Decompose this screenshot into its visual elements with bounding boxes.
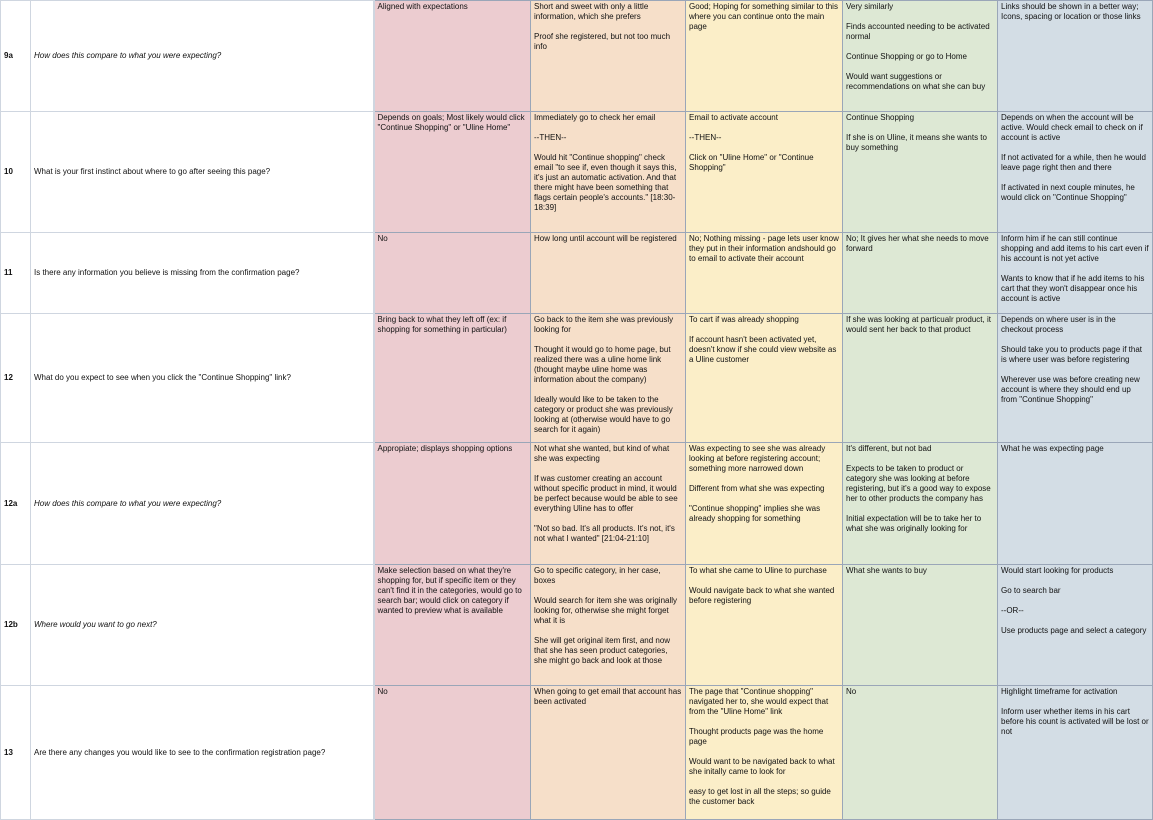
table-row <box>1 565 1153 686</box>
response-cell-participant-4[interactable]: If she was looking at particualr product, it would sent her back to that product <box>843 314 998 443</box>
question-cell[interactable]: What do you expect to see when you click the "Continue Shopping" link? <box>31 314 374 443</box>
response-cell-participant-1[interactable]: Appropiate; displays shopping options <box>374 443 531 565</box>
response-cell-participant-5[interactable]: Highlight timeframe for activation Inform user whether items in his cart before his count is activated will be lost or not <box>998 686 1153 820</box>
response-cell-participant-5[interactable]: Links should be shown in a better way; Icons, spacing or location or those links <box>998 1 1153 112</box>
question-cell[interactable]: What is your first instinct about where to go after seeing this page? <box>31 112 374 233</box>
response-cell-participant-5[interactable]: What he was expecting page <box>998 443 1153 565</box>
response-cell-participant-3[interactable]: No; Nothing missing - page lets user know they put in their information andshould go to email to activate their account <box>686 233 843 314</box>
table-row <box>1 686 1153 820</box>
row-number-cell[interactable]: 9a <box>1 1 31 112</box>
response-cell-participant-4[interactable]: No <box>843 686 998 820</box>
response-cell-participant-2[interactable]: Immediately go to check her email --THEN-- Would hit "Continue shopping" check email "to see if, even though it says this, it's just an automatic activation. And that there might have been something that flags certain people's accounts." [18:30-18:39] <box>531 112 686 233</box>
table-row <box>1 233 1153 314</box>
response-cell-participant-2[interactable]: How long until account will be registered <box>531 233 686 314</box>
response-cell-participant-5[interactable]: Depends on where user is in the checkout process Should take you to products page if that is where user was before registering Wherever use was before creating new account is where they should end up from "Continue Shopping" <box>998 314 1153 443</box>
question-cell[interactable]: How does this compare to what you were expecting? <box>31 1 374 112</box>
row-number-cell[interactable]: 13 <box>1 686 31 820</box>
table-row <box>1 443 1153 565</box>
response-cell-participant-2[interactable]: When going to get email that account has been activated <box>531 686 686 820</box>
row-number-cell[interactable]: 12b <box>1 565 31 686</box>
row-number-cell[interactable]: 12 <box>1 314 31 443</box>
response-cell-participant-3[interactable]: To cart if was already shopping If account hasn't been activated yet, doesn't know if she could view website as a Uline customer <box>686 314 843 443</box>
response-cell-participant-4[interactable]: What she wants to buy <box>843 565 998 686</box>
response-cell-participant-2[interactable]: Short and sweet with only a little information, which she prefers Proof she registered, but not too much info <box>531 1 686 112</box>
table-row <box>1 1 1153 112</box>
table-row <box>1 112 1153 233</box>
response-cell-participant-1[interactable]: Bring back to what they left off (ex: if shopping for something in particular) <box>374 314 531 443</box>
question-cell[interactable]: Is there any information you believe is missing from the confirmation page? <box>31 233 374 314</box>
response-cell-participant-3[interactable]: Was expecting to see she was already looking at before registering account; something more narrowed down Different from what she was expecting "Continue shopping" implies she was already shopping for something <box>686 443 843 565</box>
question-cell[interactable]: Are there any changes you would like to see to the confirmation registration page? <box>31 686 374 820</box>
table-row <box>1 314 1153 443</box>
response-cell-participant-5[interactable]: Inform him if he can still continue shopping and add items to his cart even if his account is not yet active Wants to know that if he add items to his cart that they won't disappear once his account is active <box>998 233 1153 314</box>
response-cell-participant-3[interactable]: To what she came to Uline to purchase Would navigate back to what she wanted before registering <box>686 565 843 686</box>
response-cell-participant-4[interactable]: Very similarly Finds accounted needing to be activated normal Continue Shopping or go to Home Would want suggestions or recommendations on what she can buy <box>843 1 998 112</box>
row-number-cell[interactable]: 11 <box>1 233 31 314</box>
row-number-cell[interactable]: 10 <box>1 112 31 233</box>
response-cell-participant-1[interactable]: Aligned with expectations <box>374 1 531 112</box>
response-cell-participant-5[interactable]: Would start looking for products Go to search bar --OR-- Use products page and select a category <box>998 565 1153 686</box>
response-cell-participant-1[interactable]: No <box>374 686 531 820</box>
response-cell-participant-2[interactable]: Not what she wanted, but kind of what she was expecting If was customer creating an account without specific product in mind, it would be perfect because would be able to see everything Uline has to offer "Not so bad. It's all products. It's not, it's not what I wanted" [21:04-21:10] <box>531 443 686 565</box>
response-cell-participant-4[interactable]: No; It gives her what she needs to move forward <box>843 233 998 314</box>
response-cell-participant-3[interactable]: Email to activate account --THEN-- Click on "Uline Home" or "Continue Shopping" <box>686 112 843 233</box>
response-cell-participant-1[interactable]: No <box>374 233 531 314</box>
question-cell[interactable]: Where would you want to go next? <box>31 565 374 686</box>
response-cell-participant-4[interactable]: Continue Shopping If she is on Uline, it means she wants to buy something <box>843 112 998 233</box>
row-number-cell[interactable]: 12a <box>1 443 31 565</box>
response-cell-participant-1[interactable]: Depends on goals; Most likely would click "Continue Shopping" or "Uline Home" <box>374 112 531 233</box>
response-cell-participant-3[interactable]: The page that "Continue shopping" navigated her to, she would expect that from the "Uline Home" link Thought products page was the home page Would want to be navigated back to what she initally came to look for easy to get lost in all the steps; so guide the customer back <box>686 686 843 820</box>
question-cell[interactable]: How does this compare to what you were expecting? <box>31 443 374 565</box>
response-cell-participant-2[interactable]: Go to specific category, in her case, boxes Would search for item she was originally looking for, otherwise she might forget what it is She will get original item first, and now that she has seen product categories, she might go back and look at those <box>531 565 686 686</box>
response-cell-participant-2[interactable]: Go back to the item she was previously looking for Thought it would go to home page, but realized there was a uline home link (thought maybe uline home was information about the company) Ideally would like to be taken to the category or product she was previously looking at (otherwise would have to go search for it again) <box>531 314 686 443</box>
response-cell-participant-5[interactable]: Depends on when the account will be active. Would check email to check on if account is active If not activated for a while, then he would leave page right then and there If activated in next couple minutes, he would click on "Continue Shopping" <box>998 112 1153 233</box>
response-cell-participant-3[interactable]: Good; Hoping for something similar to this where you can continue onto the main page <box>686 1 843 112</box>
response-cell-participant-4[interactable]: It's different, but not bad Expects to be taken to product or category she was looking at before registering, but it's a good way to expose her to other products the company has Initial expectation will be to take her to what she was originally looking for <box>843 443 998 565</box>
response-cell-participant-1[interactable]: Make selection based on what they're shopping for, but if specific item or they can't find it in the categories, would go to search bar; would click on category if wanted to preview what is available <box>374 565 531 686</box>
